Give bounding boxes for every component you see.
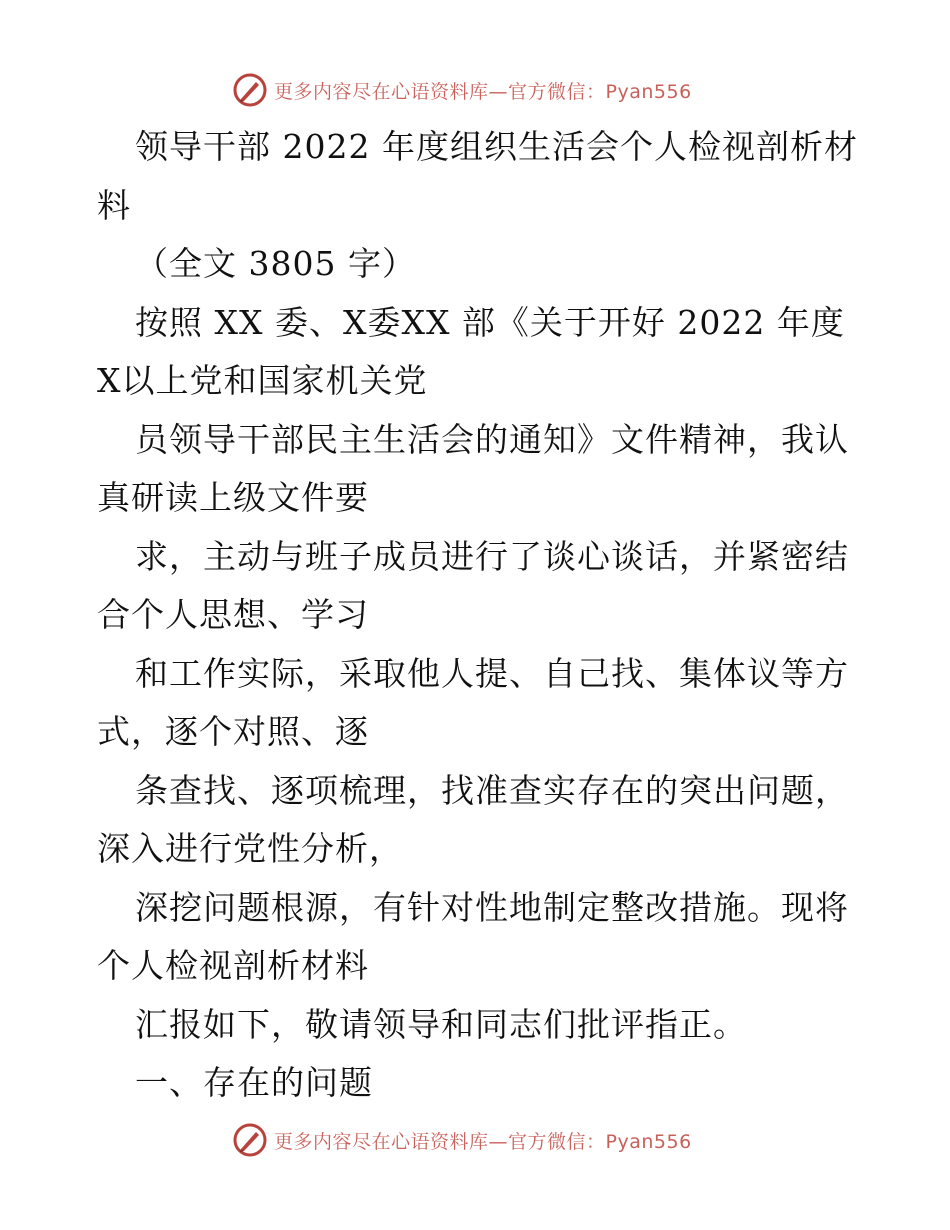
document-body (97, 118, 857, 1113)
paragraph-line: 条查找、逐项梳理，找准查实存在的突出问题， (135, 770, 849, 810)
watermark-header (232, 70, 692, 110)
section-heading: 一、存在的问题 (135, 1063, 373, 1102)
paragraph-line: 汇报如下，敬请领导和同志们批评指正。 (135, 1004, 747, 1044)
watermark-text: 更多内容尽在心语资料库—官方微信：Pyan556 (274, 1130, 692, 1153)
watermark-footer (232, 1120, 692, 1160)
pen-logo-icon (232, 1122, 268, 1158)
paragraph-line: X以上党和国家机关党 (97, 361, 428, 400)
paragraph-line: 深挖问题根源，有针对性地制定整改措施。现将 (135, 887, 849, 927)
word-count-note: （全文 3805 字） (135, 244, 416, 283)
paragraph-line: 和工作实际，采取他人提、自己找、集体议等方 (135, 653, 849, 693)
paragraph-line: 真研读上级文件要 (97, 478, 369, 517)
watermark-text: 更多内容尽在心语资料库—官方微信：Pyan556 (274, 80, 692, 103)
paragraph-line: 员领导干部民主生活会的通知》文件精神，我认 (135, 419, 849, 459)
title-line-2: 料 (97, 185, 131, 225)
paragraph-line: 按照 XX 委、X委XX 部《关于开好 2022 年度 (135, 302, 845, 342)
paragraph-line: 求，主动与班子成员进行了谈心谈话，并紧密结 (135, 536, 849, 576)
title-line-1: 领导干部 2022 年度组织生活会个人检视剖析材 (135, 127, 858, 166)
paragraph-line: 式，逐个对照、逐 (97, 712, 369, 751)
paragraph-line: 个人检视剖析材料 (97, 946, 369, 985)
pen-logo-icon (232, 72, 268, 108)
paragraph-line: 深入进行党性分析， (97, 829, 403, 868)
paragraph-line: 合个人思想、学习 (97, 595, 369, 634)
